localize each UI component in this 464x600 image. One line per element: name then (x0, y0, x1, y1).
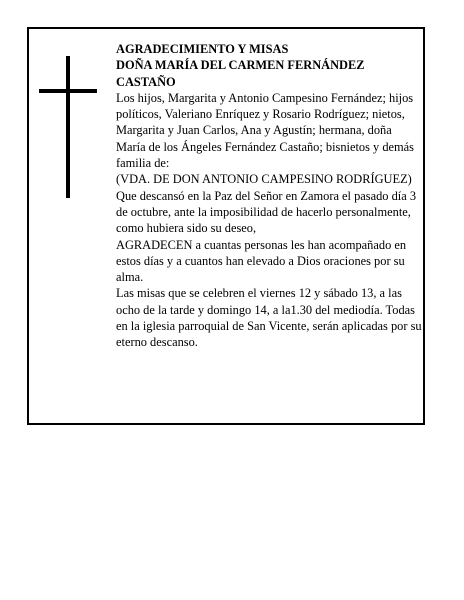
notice-heading: AGRADECIMIENTO Y MISAS (116, 42, 289, 56)
masses-paragraph: Las misas que se celebren el viernes 12 y sábado 13, a las ocho de la tarde y domingo 14, a la1.30 del mediodía. Todas en la iglesia parroquial de San Vicente, serán aplicadas por su eterno descanso. (116, 286, 422, 350)
obituary-notice (27, 27, 425, 425)
cross-vertical-bar (66, 56, 70, 198)
latin-cross-icon (39, 56, 97, 198)
widow-of-line: (VDA. DE DON ANTONIO CAMPESINO RODRÍGUEZ) (116, 172, 412, 187)
notice-text (116, 41, 422, 351)
family-paragraph: Los hijos, Margarita y Antonio Campesino Fernández; hijos políticos, Valeriano Enríquez y Rosario Rodríguez; nietos, Margarita y Juan Carlos, Ana y Agustín; hermana, doña María de los Ángeles Fernández Castaño; bisnietos y demás familia de: (116, 90, 414, 171)
deceased-name: DOÑA MARÍA DEL CARMEN FERNÁNDEZ CASTAÑO (116, 58, 365, 89)
cross-horizontal-bar (39, 89, 97, 93)
passing-paragraph: Que descansó en la Paz del Señor en Zamora el pasado día 3 de octubre, ante la imposibilidad de hacerlo personalmente, como hubiera sido su deseo, (116, 188, 417, 236)
thanks-paragraph: AGRADECEN a cuantas personas les han acompañado en estos días y a cuantos han elevado a Dios oraciones por su alma. (116, 237, 407, 285)
